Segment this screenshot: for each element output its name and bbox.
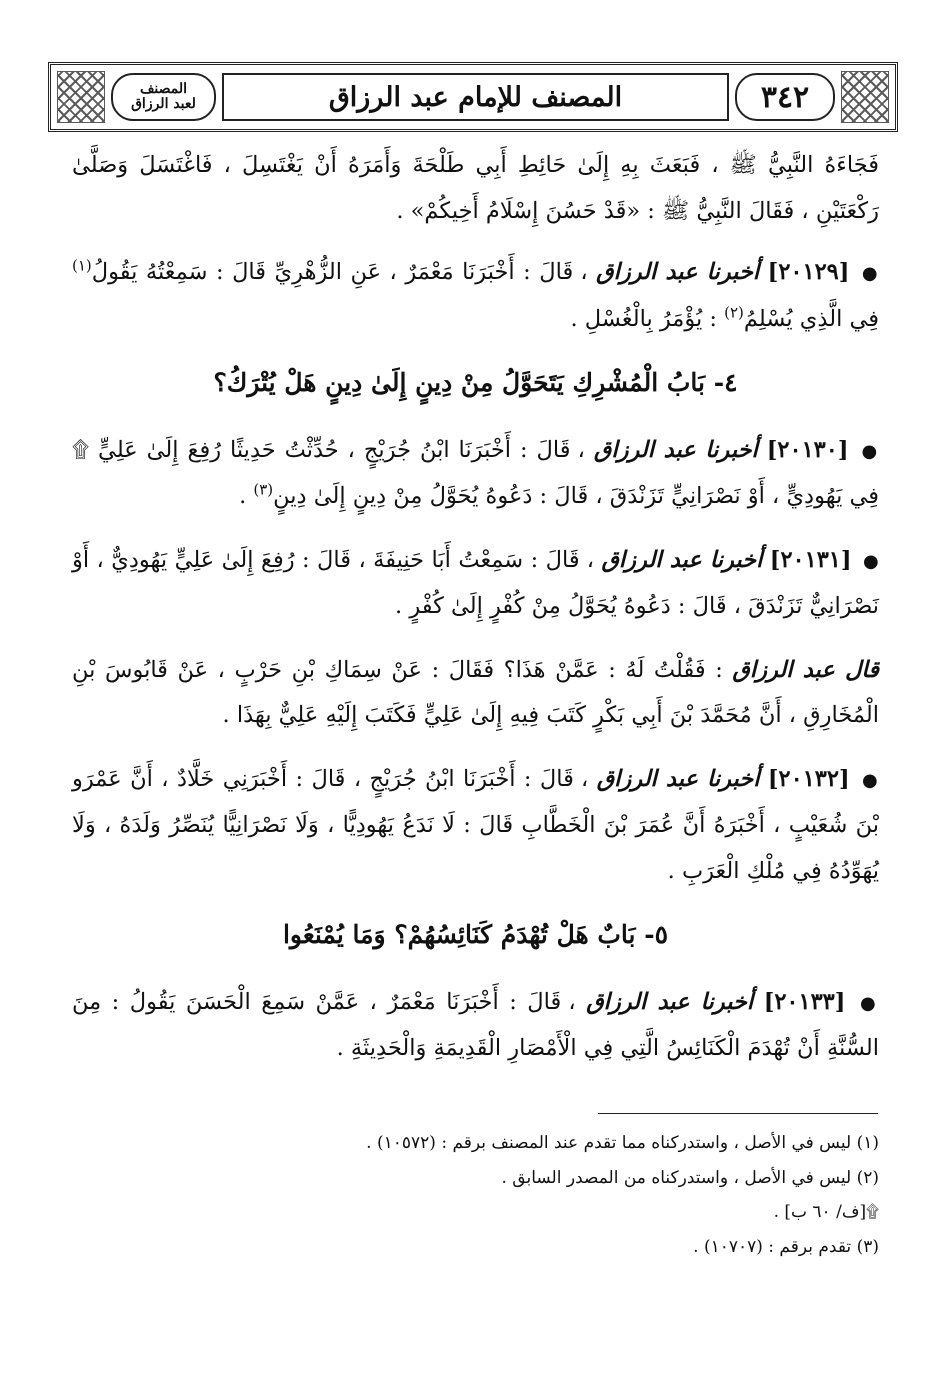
narrator-phrase: أخبرنا عبد الرزاق: [601, 546, 763, 573]
bullet-icon: ●: [862, 550, 879, 572]
seal-line-2: لعبد الرزاق: [131, 96, 196, 112]
running-title: المصنف للإمام عبد الرزاق: [222, 73, 729, 121]
hadith-20131: [72, 538, 879, 630]
bullet-icon: ●: [862, 769, 880, 791]
book-seal: [111, 73, 216, 121]
ornament-icon: [841, 71, 889, 123]
footnote-3: (٣) تقدم برقم : (١٠٧٠٧) .: [693, 1236, 879, 1257]
footnote-ref: (١): [72, 256, 92, 275]
hadith-text: ، قَالَ : أَخْبَرَنَا ابْنُ جُرَيْجٍ ، قَالَ : أَخْبَرَنِي خَلَّادٌ ، أَنَّ عَمْرَو بْنَ شُعَيْبٍ ، أَخْبَرَهُ أَنَّ عُمَرَ بْنَ الْخَطَّابِ قَالَ : لَا نَدَعُ يَهُودِيًّا ، وَلَا نَصْرَانِيًّا يُنَصِّرُ وَلَدَهُ ، وَلَا يُهَوِّدُهُ فِي مُلْكِ الْعَرَبِ .: [72, 765, 879, 884]
hadith-number: [٢٠١٣٠]: [766, 436, 849, 463]
hadith-20132: [72, 757, 879, 895]
narrator-phrase: أخبرنا عبد الرزاق: [596, 765, 760, 792]
hadith-text: : يُؤْمَرُ بِالْغُسْلِ .: [570, 305, 717, 332]
footnotes: [72, 1126, 879, 1264]
footnote-divider: [598, 1113, 878, 1114]
abd-al-razzaq-comment: [72, 648, 879, 739]
folio-note: ۩[ف/ ٦٠ ب] .: [773, 1202, 879, 1222]
hadith-text: فِي الَّذِي يُسْلِمُ: [743, 305, 879, 332]
comment-text: : فَقُلْتُ لَهُ : عَمَّنْ هَذَا؟ فَقَالَ : عَنْ سِمَاكِ بْنِ حَرْبٍ ، عَنْ قَابُوسَ بْنِ الْمُخَارِقِ ، أَنَّ مُحَمَّدَ بْنَ أَبِي بَكْرٍ كَتَبَ فِيهِ إِلَىٰ عَلِيٍّ فَكَتَبَ إِلَيْهِ عَلِيٌّ بِهَذَا .: [72, 656, 879, 728]
hadith-number: [٢٠١٣٣]: [763, 988, 846, 1015]
page-number: ٣٤٢: [735, 73, 835, 121]
bullet-icon: ●: [859, 992, 880, 1014]
footnote-1: (١) ليس في الأصل ، واستدركناه مما تقدم عند المصنف برقم : (١٠٥٧٢) .: [366, 1133, 879, 1153]
hadith-text: ، قَالَ : أَخْبَرَنَا مَعْمَرٌ ، عَمَّنْ سَمِعَ الْحَسَنَ يَقُولُ : مِنَ السُّنَّةِ أَنْ تُهْدَمَ الْكَنَائِسُ الَّتِي فِي الْأَمْصَارِ الْقَدِيمَةِ وَالْحَدِيثَةِ .: [72, 988, 879, 1061]
hadith-text: .: [239, 483, 247, 509]
seal-line-1: المصنف: [139, 80, 188, 97]
hadith-number: [٢٠١٣١]: [769, 546, 852, 573]
hadith-number: [٢٠١٢٩]: [767, 259, 850, 285]
hadith-text: ، قَالَ : سَمِعْتُ أَبَا حَنِيفَةَ ، قَالَ : رُفِعَ إِلَىٰ عَلِيٍّ يَهُودِيٌّ ، أَوْ نَصْرَانِيٌّ تَزَنْدَقَ ، قَالَ : دَعُوهُ يُحَوَّلُ مِنْ كُفْرٍ إِلَىٰ كُفْرٍ .: [72, 546, 879, 619]
chapter-heading-4: ٤- بَابُ الْمُشْرِكِ يَتَحَوَّلُ مِنْ دِينٍ إِلَىٰ دِينٍ هَلْ يُتْرَكُ؟: [213, 368, 738, 397]
hadith-text: ، قَالَ : أَخْبَرَنَا مَعْمَرٌ ، عَنِ الزُّهْرِيِّ قَالَ : سَمِعْتُهُ يَقُولُ: [91, 259, 588, 285]
hadith-20133: [72, 980, 879, 1072]
bullet-icon: ●: [861, 263, 879, 284]
ornament-icon: [57, 71, 105, 123]
hadith-20129: [72, 250, 879, 342]
narrator-phrase: أخبرنا عبد الرزاق: [586, 988, 754, 1015]
hadith-number: [٢٠١٣٢]: [767, 765, 850, 792]
footnote-2: (٢) ليس في الأصل ، واستدركناه من المصدر السابق .: [501, 1167, 879, 1188]
narrator-phrase: أخبرنا عبد الرزاق: [593, 436, 758, 463]
hadith-20130: [72, 428, 879, 520]
footnote-ref: (٢): [724, 303, 744, 321]
narrator-phrase: قال عبد الرزاق: [732, 656, 879, 683]
footnote-ref: (٣): [253, 480, 274, 499]
hadith-text: ، قَالَ : أَخْبَرَنَا ابْنُ جُرَيْجٍ ، حُدِّثْتُ حَدِيثًا رُفِعَ إِلَىٰ عَلِيٍّ ۩ فِي يَهُودِيٍّ ، أَوْ نَصْرَانِيٍّ تَزَنْدَقَ ، قَالَ : دَعُوهُ يُحَوَّلُ مِنْ دِينٍ إِلَىٰ دِينٍ: [72, 436, 879, 509]
bullet-icon: ●: [861, 440, 879, 462]
chapter-heading-5: ٥- بَابٌ هَلْ تُهْدَمُ كَنَائِسُهُمْ؟ وَمَا يُمْنَعُوا: [282, 920, 669, 949]
intro-paragraph: فَجَاءَهُ النَّبِيُّ ﷺ ، فَبَعَثَ بِهِ إِلَىٰ حَائِطِ أَبِي طَلْحَةَ وَأَمَرَهُ أَنْ يَغْتَسِلَ ، فَاغْتَسَلَ وَصَلَّىٰ رَكْعَتَيْنِ ، فَقَالَ النَّبِيُّ ﷺ : «قَدْ حَسُنَ إِسْلَامُ أَخِيكُمْ» .: [72, 152, 879, 224]
narrator-phrase: أخبرنا عبد الرزاق: [596, 259, 760, 285]
page-header: [48, 62, 898, 132]
main-text: [72, 143, 879, 1090]
